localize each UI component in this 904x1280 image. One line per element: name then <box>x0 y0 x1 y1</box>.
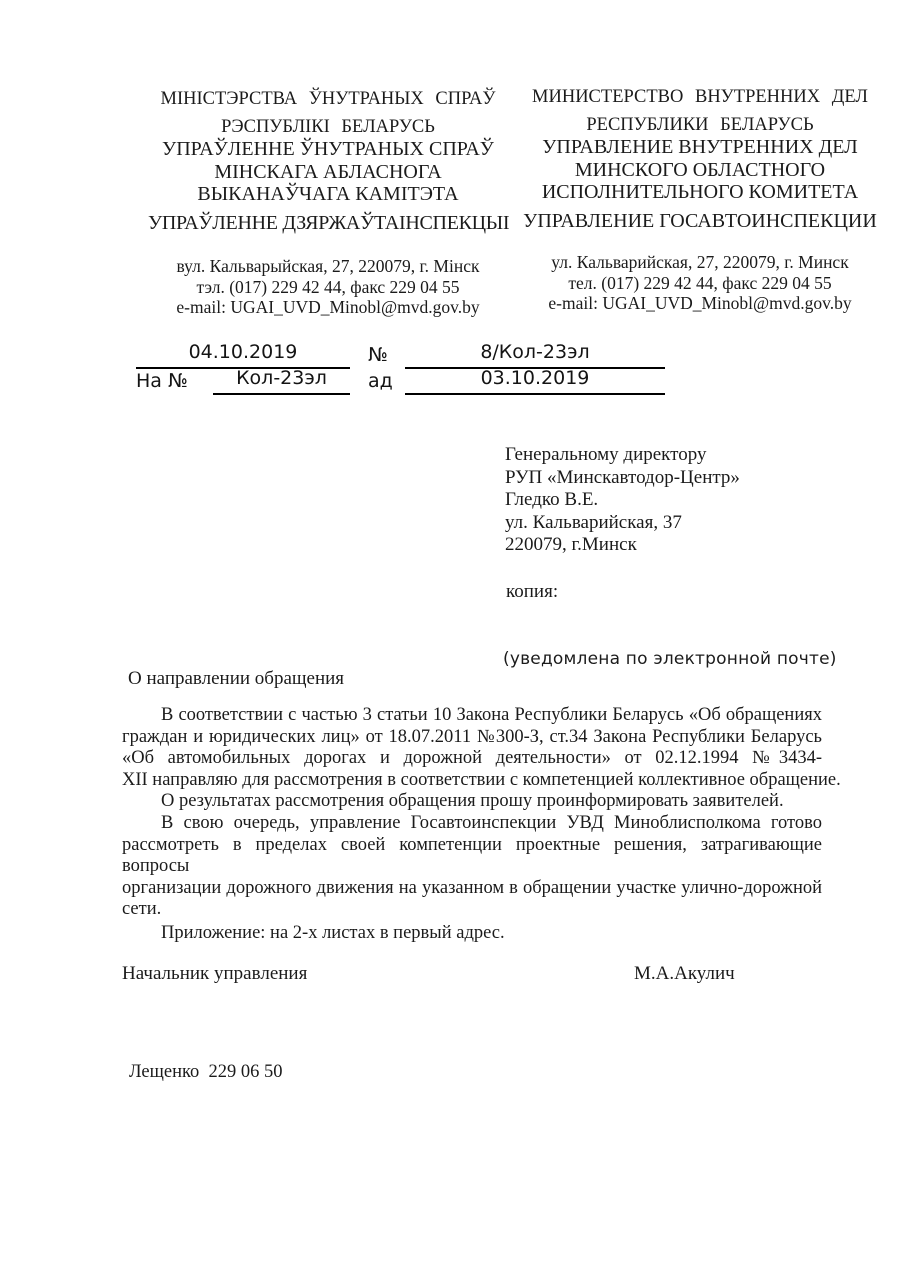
copy-label: копия: <box>506 581 559 602</box>
body-line: граждан и юридических лиц» от 18.07.2011 №300-З, ст.34 Закона Республики Беларусь <box>122 726 822 747</box>
body-line: О результатах рассмотрения обращения прошу проинформировать заявителей. <box>161 791 784 812</box>
org-name-line: РЕСПУБЛИКИ БЕЛАРУСЬ <box>586 114 814 135</box>
org-name-line: МИНИСТЕРСТВО ВНУТРЕННИХ ДЕЛ <box>532 87 868 107</box>
body-line: XII направляю для рассмотрения в соответствии с компетенцией коллективное обращение. <box>122 769 841 790</box>
org-name-line: РЭСПУБЛІКІ БЕЛАРУСЬ <box>221 116 435 137</box>
incoming-date-field: 03.10.2019 <box>405 367 665 395</box>
body-line: организации дорожного движения на указанном в обращении участке улично-дорожной <box>122 877 822 898</box>
signature-name: М.А.Акулич <box>634 963 735 984</box>
org-name-line: ИСПОЛНИТЕЛЬНОГО КОМИТЕТА <box>541 181 859 203</box>
recipient-address-line: ул. Кальварийская, 37 <box>505 511 682 533</box>
copy-notification-note: (уведомлена по электронной почте) <box>503 649 837 669</box>
body-line: «Об автомобильных дорогах и дорожной деятельности» от 02.12.1994 №3434- <box>122 748 822 769</box>
recipient-title-line: Генеральному директору <box>505 444 707 465</box>
body-line: рассмотреть в пределах своей компетенции проектные решения, затрагивающие вопросы <box>122 834 822 877</box>
body-line: В соответствии с частью 3 статьи 10 Закона Республики Беларусь «Об обращениях <box>161 705 822 725</box>
address-block-right <box>512 252 888 314</box>
recipient-city-line: 220079, г.Минск <box>505 534 637 556</box>
subject-line: О направлении обращения <box>128 668 345 689</box>
incoming-number-label: На № <box>136 370 188 392</box>
incoming-number-field: Кол-23эл <box>213 367 350 395</box>
org-unit-line: УПРАВЛЕНИЕ ГОСАВТОИНСПЕКЦИИ <box>523 209 877 232</box>
org-name-line: МИНСКОГО ОБЛАСТНОГО <box>574 158 826 181</box>
email-line: e-mail: UGAI_UVD_Minobl@mvd.gov.by <box>176 297 480 317</box>
number-sign-label: № <box>368 344 388 366</box>
outgoing-number-field: 8/Кол-23эл <box>405 341 665 369</box>
recipient-name-line: Гледко В.Е. <box>505 489 599 511</box>
org-name-line: УПРАВЛЕНИЕ ВНУТРЕННИХ ДЕЛ <box>542 136 858 158</box>
org-name-line: УПРАЎЛЕННЕ ЎНУТРАНЫХ СПРАЎ <box>162 138 494 160</box>
letterhead-left <box>148 88 508 234</box>
org-name-line: ВЫКАНАЎЧАГА КАМІТЭТА <box>197 183 459 205</box>
executor-line: Лещенко 229 06 50 <box>129 1062 283 1082</box>
phone-line: тэл. (017) 229 42 44, факс 229 04 55 <box>196 276 460 297</box>
letterhead-right <box>512 86 888 232</box>
body-line: сети. <box>122 899 162 920</box>
org-name-line: МІНСКАГА АБЛАСНОГА <box>214 160 442 183</box>
address-line: вул. Кальварыйская, 27, 220079, г. Мінск <box>176 256 480 276</box>
address-line: ул. Кальварийская, 27, 220079, г. Минск <box>551 252 849 272</box>
recipient-block <box>505 444 740 557</box>
email-line: e-mail: UGAI_UVD_Minobl@mvd.gov.by <box>548 293 852 313</box>
letter-body <box>122 705 841 921</box>
signature-position: Начальник управления <box>122 963 308 984</box>
body-line: В свою очередь, управление Госавтоинспекции УВД Миноблисполкома готово <box>161 812 822 833</box>
outgoing-date-field: 04.10.2019 <box>136 341 350 369</box>
org-name-line: МІНІСТЭРСТВА ЎНУТРАНЫХ СПРАЎ <box>160 89 496 109</box>
from-date-label: ад <box>368 370 393 392</box>
recipient-org-line: РУП «Минскавтодор-Центр» <box>505 466 740 488</box>
org-unit-line: УПРАЎЛЕННЕ ДЗЯРЖАЎТАІНСПЕКЦЫІ <box>148 211 510 234</box>
address-block-left <box>148 256 508 318</box>
phone-line: тел. (017) 229 42 44, факс 229 04 55 <box>568 272 832 293</box>
attachment-line: Приложение: на 2-х листах в первый адрес. <box>161 923 505 943</box>
